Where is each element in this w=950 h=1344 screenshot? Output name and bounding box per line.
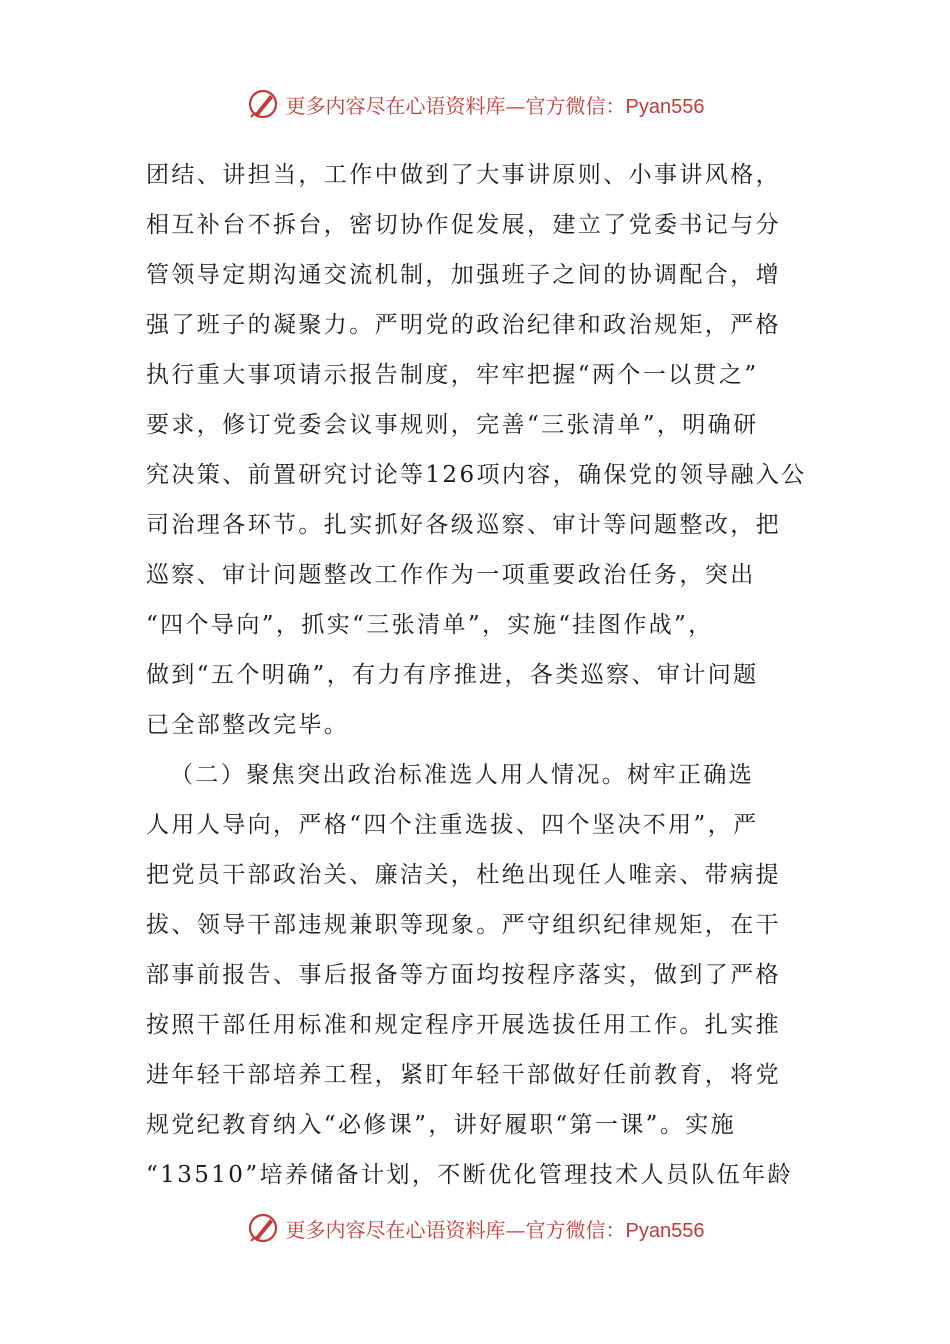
text-line: 进年轻干部培养工程，紧盯年轻干部做好任前教育，将党	[146, 1062, 781, 1088]
text-line: 人用人导向，严格“四个注重选拔、四个坚决不用”，严	[146, 812, 759, 838]
text-line: “四个导向”，抓实“三张清单”，实施“挂图作战”，	[146, 612, 714, 638]
text-line: 拔、领导干部违规兼职等现象。严守组织纪律规矩，在干	[146, 912, 781, 938]
text-line: 团结、讲担当，工作中做到了大事讲原则、小事讲风格，	[146, 162, 781, 188]
text-line: 已全部整改完毕。	[146, 712, 350, 738]
text-line: 按照干部任用标准和规定程序开展选拔任用工作。扎实推	[146, 1012, 781, 1038]
text-line: 规党纪教育纳入“必修课”，讲好履职“第一课”。实施	[146, 1112, 737, 1138]
wechat-id: Pyan556	[625, 1219, 705, 1242]
text-line: 部事前报告、事后报备等方面均按程序落实，做到了严格	[146, 962, 781, 988]
text-line: 要求，修订党委会议事规则，完善“三张清单”，明确研	[146, 412, 759, 438]
text-line: “13510”培养储备计划，不断优化管理技术人员队伍年龄	[146, 1162, 793, 1188]
text-line: 做到“五个明确”，有力有序推进，各类巡察、审计问题	[146, 662, 759, 688]
text-line: 巡察、审计问题整改工作作为一项重要政治任务，突出	[146, 562, 756, 588]
header-banner	[0, 86, 950, 122]
footer-banner	[0, 1210, 950, 1246]
text-line: 管领导定期沟通交流机制，加强班子之间的协调配合，增	[146, 262, 781, 288]
banner-text: 更多内容尽在心语资料库—官方微信：Pyan556	[285, 93, 705, 118]
pen-logo-icon	[246, 1211, 280, 1245]
banner-text: 更多内容尽在心语资料库—官方微信：Pyan556	[285, 1217, 705, 1242]
section-heading-line: （二）聚焦突出政治标准选人用人情况。树牢正确选	[170, 762, 755, 788]
text-line: 把党员干部政治关、廉洁关，杜绝出现任人唯亲、带病提	[146, 862, 781, 888]
text-line: 相互补台不拆台，密切协作促发展，建立了党委书记与分	[146, 212, 781, 238]
pen-logo-icon	[246, 87, 280, 121]
document-body	[146, 150, 806, 1200]
text-line: 执行重大事项请示报告制度，牢牢把握“两个一以贯之”	[146, 362, 759, 388]
wechat-id: Pyan556	[625, 95, 705, 118]
text-line: 司治理各环节。扎实抓好各级巡察、审计等问题整改，把	[146, 512, 781, 538]
text-line: 强了班子的凝聚力。严明党的政治纪律和政治规矩，严格	[146, 312, 781, 338]
text-line: 究决策、前置研究讨论等126项内容，确保党的领导融入公	[146, 462, 807, 488]
